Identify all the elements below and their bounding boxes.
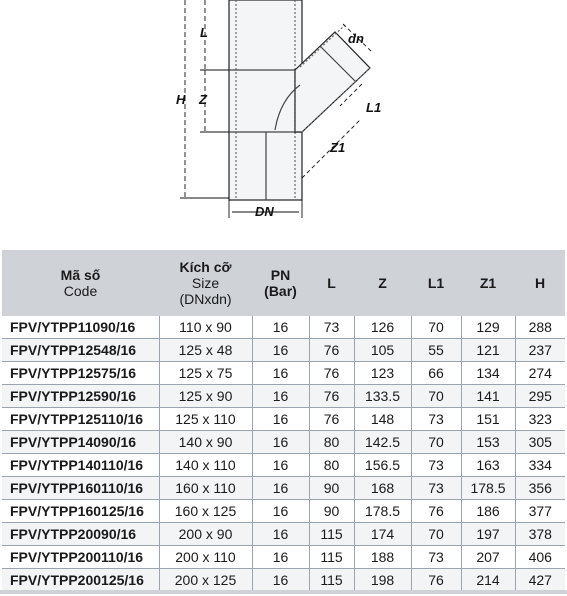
table-row bbox=[2, 523, 565, 546]
cell-pn: 16 bbox=[252, 316, 309, 339]
cell-z1: 129 bbox=[461, 316, 515, 339]
cell-l: 80 bbox=[309, 454, 354, 477]
cell-z1: 141 bbox=[461, 385, 515, 408]
cell-h: 356 bbox=[515, 477, 565, 500]
cell-h: 427 bbox=[515, 569, 565, 592]
cell-z: 148 bbox=[354, 408, 411, 431]
cell-z: 105 bbox=[354, 339, 411, 362]
cell-l: 76 bbox=[309, 408, 354, 431]
cell-l1: 70 bbox=[411, 385, 461, 408]
cell-z1: 214 bbox=[461, 569, 515, 592]
table-row bbox=[2, 569, 565, 592]
header-size bbox=[159, 250, 252, 316]
cell-h: 377 bbox=[515, 500, 565, 523]
table-row bbox=[2, 362, 565, 385]
label-dn-small: dn bbox=[348, 31, 364, 46]
cell-pn: 16 bbox=[252, 362, 309, 385]
cell-z: 178.5 bbox=[354, 500, 411, 523]
cell-code: FPV/YTPP12590/16 bbox=[2, 385, 159, 408]
cell-l: 76 bbox=[309, 362, 354, 385]
cell-size: 125 x 75 bbox=[159, 362, 252, 385]
cell-z: 168 bbox=[354, 477, 411, 500]
label-l: L bbox=[200, 25, 208, 40]
table-header-row bbox=[2, 250, 565, 316]
cell-pn: 16 bbox=[252, 569, 309, 592]
cell-size: 200 x 90 bbox=[159, 523, 252, 546]
header-z bbox=[354, 250, 411, 316]
cell-size: 125 x 90 bbox=[159, 385, 252, 408]
cell-size: 200 x 110 bbox=[159, 546, 252, 569]
label-z1: Z1 bbox=[330, 140, 346, 155]
cell-size: 125 x 48 bbox=[159, 339, 252, 362]
cell-size: 140 x 110 bbox=[159, 454, 252, 477]
cell-l: 90 bbox=[309, 500, 354, 523]
label-dn: DN bbox=[255, 204, 274, 219]
cell-h: 323 bbox=[515, 408, 565, 431]
cell-pn: 16 bbox=[252, 454, 309, 477]
header-z-label: Z bbox=[378, 275, 387, 291]
cell-z1: 197 bbox=[461, 523, 515, 546]
header-h-label: H bbox=[534, 275, 546, 291]
cell-l1: 73 bbox=[411, 408, 461, 431]
cell-l1: 76 bbox=[411, 500, 461, 523]
cell-z1: 207 bbox=[461, 546, 515, 569]
cell-h: 274 bbox=[515, 362, 565, 385]
cell-z: 142.5 bbox=[354, 431, 411, 454]
table-row bbox=[2, 408, 565, 431]
cell-h: 334 bbox=[515, 454, 565, 477]
table-row bbox=[2, 316, 565, 339]
label-z: Z bbox=[199, 92, 207, 107]
cell-l: 115 bbox=[309, 523, 354, 546]
cell-code: FPV/YTPP14090/16 bbox=[2, 431, 159, 454]
cell-pn: 16 bbox=[252, 339, 309, 362]
header-l-label: L bbox=[327, 275, 336, 291]
table-row bbox=[2, 546, 565, 569]
cell-code: FPV/YTPP125110/16 bbox=[2, 408, 159, 431]
header-l bbox=[309, 250, 354, 316]
cell-l1: 76 bbox=[411, 569, 461, 592]
cell-size: 200 x 125 bbox=[159, 569, 252, 592]
cell-pn: 16 bbox=[252, 500, 309, 523]
cell-z1: 134 bbox=[461, 362, 515, 385]
cell-size: 110 x 90 bbox=[159, 316, 252, 339]
cell-l1: 66 bbox=[411, 362, 461, 385]
cell-z: 156.5 bbox=[354, 454, 411, 477]
cell-l1: 73 bbox=[411, 546, 461, 569]
cell-size: 140 x 90 bbox=[159, 431, 252, 454]
header-code bbox=[2, 250, 159, 316]
label-l1: L1 bbox=[366, 100, 382, 115]
label-h: H bbox=[176, 92, 186, 107]
header-size-en: Size bbox=[191, 275, 220, 291]
header-pn-unit: (Bar) bbox=[264, 283, 297, 299]
cell-l: 115 bbox=[309, 569, 354, 592]
cell-l1: 73 bbox=[411, 477, 461, 500]
cell-z: 198 bbox=[354, 569, 411, 592]
cell-code: FPV/YTPP200110/16 bbox=[2, 546, 159, 569]
table-row bbox=[2, 477, 565, 500]
cell-pn: 16 bbox=[252, 523, 309, 546]
cell-code: FPV/YTPP160125/16 bbox=[2, 500, 159, 523]
cell-l1: 70 bbox=[411, 431, 461, 454]
cell-code: FPV/YTPP12548/16 bbox=[2, 339, 159, 362]
cell-l: 73 bbox=[309, 316, 354, 339]
table-row bbox=[2, 454, 565, 477]
table-body bbox=[2, 316, 565, 592]
cell-code: FPV/YTPP11090/16 bbox=[2, 316, 159, 339]
cell-z: 174 bbox=[354, 523, 411, 546]
y-tee-diagram bbox=[0, 0, 567, 245]
cell-z: 188 bbox=[354, 546, 411, 569]
cell-h: 378 bbox=[515, 523, 565, 546]
cell-size: 160 x 125 bbox=[159, 500, 252, 523]
header-pn-label: PN bbox=[270, 267, 291, 283]
cell-code: FPV/YTPP200125/16 bbox=[2, 569, 159, 592]
main-pipe bbox=[229, 0, 302, 200]
cell-h: 295 bbox=[515, 385, 565, 408]
header-l1-label: L1 bbox=[427, 275, 445, 291]
cell-pn: 16 bbox=[252, 477, 309, 500]
bottom-divider bbox=[0, 590, 567, 594]
cell-l1: 73 bbox=[411, 454, 461, 477]
cell-z: 123 bbox=[354, 362, 411, 385]
cell-z1: 121 bbox=[461, 339, 515, 362]
table-row bbox=[2, 500, 565, 523]
cell-l: 76 bbox=[309, 339, 354, 362]
header-pn bbox=[252, 250, 309, 316]
cell-z1: 151 bbox=[461, 408, 515, 431]
cell-l1: 70 bbox=[411, 523, 461, 546]
header-z1-label: Z1 bbox=[479, 275, 497, 291]
cell-pn: 16 bbox=[252, 385, 309, 408]
header-size-unit: (DNxdn) bbox=[179, 291, 232, 307]
cell-code: FPV/YTPP20090/16 bbox=[2, 523, 159, 546]
cell-h: 288 bbox=[515, 316, 565, 339]
table-row bbox=[2, 339, 565, 362]
header-h bbox=[515, 250, 565, 316]
header-code-en: Code bbox=[63, 283, 98, 299]
cell-z1: 153 bbox=[461, 431, 515, 454]
cell-l: 80 bbox=[309, 431, 354, 454]
cell-l: 115 bbox=[309, 546, 354, 569]
cell-l: 90 bbox=[309, 477, 354, 500]
cell-code: FPV/YTPP160110/16 bbox=[2, 477, 159, 500]
cell-pn: 16 bbox=[252, 408, 309, 431]
header-size-vi: Kích cỡ bbox=[179, 259, 232, 275]
cell-l1: 70 bbox=[411, 316, 461, 339]
cell-h: 237 bbox=[515, 339, 565, 362]
cell-l: 76 bbox=[309, 385, 354, 408]
cell-z: 126 bbox=[354, 316, 411, 339]
cell-size: 125 x 110 bbox=[159, 408, 252, 431]
cell-h: 305 bbox=[515, 431, 565, 454]
cell-z1: 186 bbox=[461, 500, 515, 523]
table-row bbox=[2, 431, 565, 454]
header-code-vi: Mã số bbox=[60, 267, 101, 283]
cell-l1: 55 bbox=[411, 339, 461, 362]
header-l1 bbox=[411, 250, 461, 316]
table-row bbox=[2, 385, 565, 408]
fitting-drawing bbox=[0, 0, 567, 245]
cell-code: FPV/YTPP140110/16 bbox=[2, 454, 159, 477]
cell-pn: 16 bbox=[252, 546, 309, 569]
cell-size: 160 x 110 bbox=[159, 477, 252, 500]
cell-z: 133.5 bbox=[354, 385, 411, 408]
specification-table bbox=[2, 250, 565, 592]
cell-code: FPV/YTPP12575/16 bbox=[2, 362, 159, 385]
cell-h: 406 bbox=[515, 546, 565, 569]
cell-pn: 16 bbox=[252, 431, 309, 454]
cell-z1: 178.5 bbox=[461, 477, 515, 500]
header-z1 bbox=[461, 250, 515, 316]
cell-z1: 163 bbox=[461, 454, 515, 477]
